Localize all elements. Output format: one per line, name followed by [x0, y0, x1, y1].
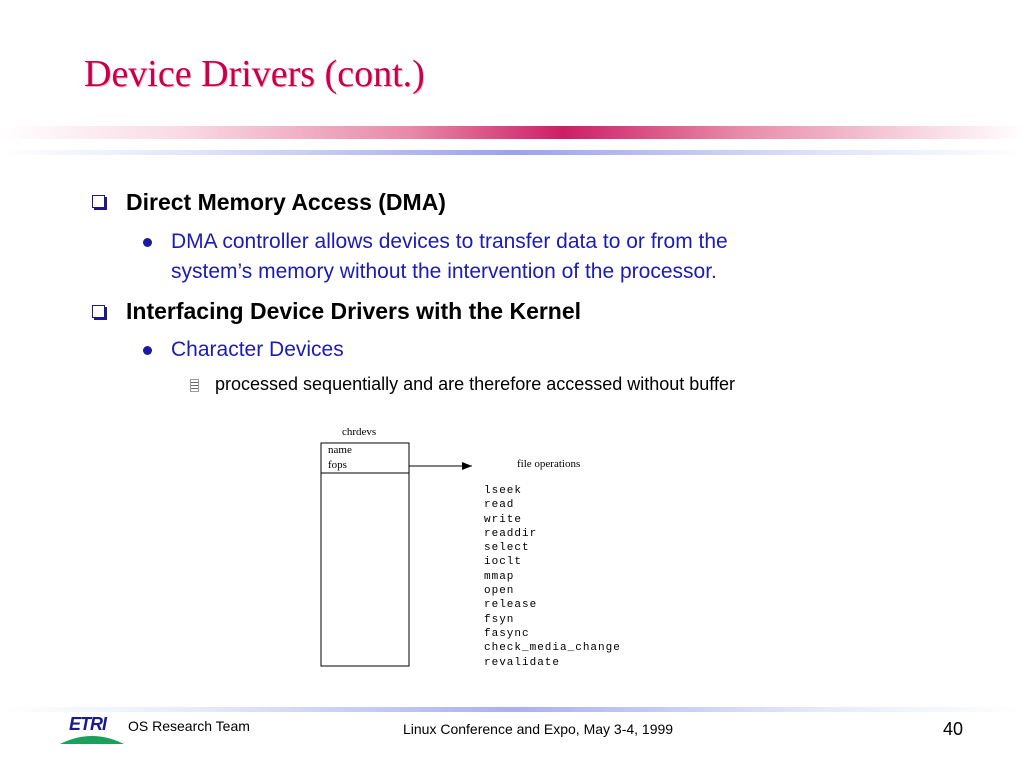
dma-description-line-1: DMA controller allows devices to transfer data to or from the: [171, 230, 728, 253]
footer-divider: [0, 707, 1024, 712]
footer-event: Linux Conference and Expo, May 3-4, 1999: [403, 721, 674, 737]
file-operations-list: [484, 484, 621, 670]
bullet-dma-heading: Direct Memory Access (DMA): [126, 189, 446, 215]
page-number: 40: [943, 719, 964, 739]
chrdevs-diagram: [300, 420, 640, 670]
square-bullet-icon: [92, 305, 105, 318]
op-read: read: [484, 499, 515, 512]
chrdevs-table-outline: [321, 443, 409, 666]
op-readdir: readdir: [484, 527, 538, 540]
field-name: name: [328, 444, 352, 456]
bullet-interfacing-heading: Interfacing Device Drivers with the Kernel: [126, 298, 582, 324]
round-bullet-icon: [143, 346, 152, 355]
title-divider-pink: [0, 126, 1024, 139]
footer-team: OS Research Team: [128, 718, 250, 734]
fops-pointer-arrowhead: [462, 462, 472, 470]
etri-logo: [58, 714, 126, 746]
field-fops: fops: [328, 459, 347, 471]
op-mmap: mmap: [484, 570, 515, 583]
round-bullet-icon: [143, 238, 152, 247]
title-divider-blue: [0, 150, 1024, 155]
chrdevs-label: chrdevs: [342, 426, 377, 438]
character-devices-note: processed sequentially and are therefore accessed without buffer: [215, 374, 735, 394]
op-ioclt: ioclt: [484, 556, 523, 569]
op-revalidate: revalidate: [484, 656, 561, 669]
character-devices-label: Character Devices: [171, 338, 344, 361]
op-write: write: [484, 513, 523, 526]
file-operations-label: file operations: [517, 458, 581, 470]
op-fasync: fasync: [484, 627, 530, 640]
op-lseek: lseek: [484, 485, 523, 497]
op-open: open: [484, 585, 515, 598]
etri-logo-text: ETRI: [69, 714, 107, 734]
dma-description: [171, 227, 728, 287]
list-bullet-icon: [190, 379, 199, 392]
op-check-media-change: check_media_change: [484, 642, 621, 655]
dma-description-line-2: system’s memory without the intervention of the processor.: [171, 260, 717, 283]
square-bullet-icon: [92, 195, 105, 208]
op-select: select: [484, 542, 530, 555]
op-fsyn: fsyn: [484, 613, 515, 626]
slide-title: Device Drivers (cont.): [84, 53, 425, 95]
op-release: release: [484, 599, 538, 612]
